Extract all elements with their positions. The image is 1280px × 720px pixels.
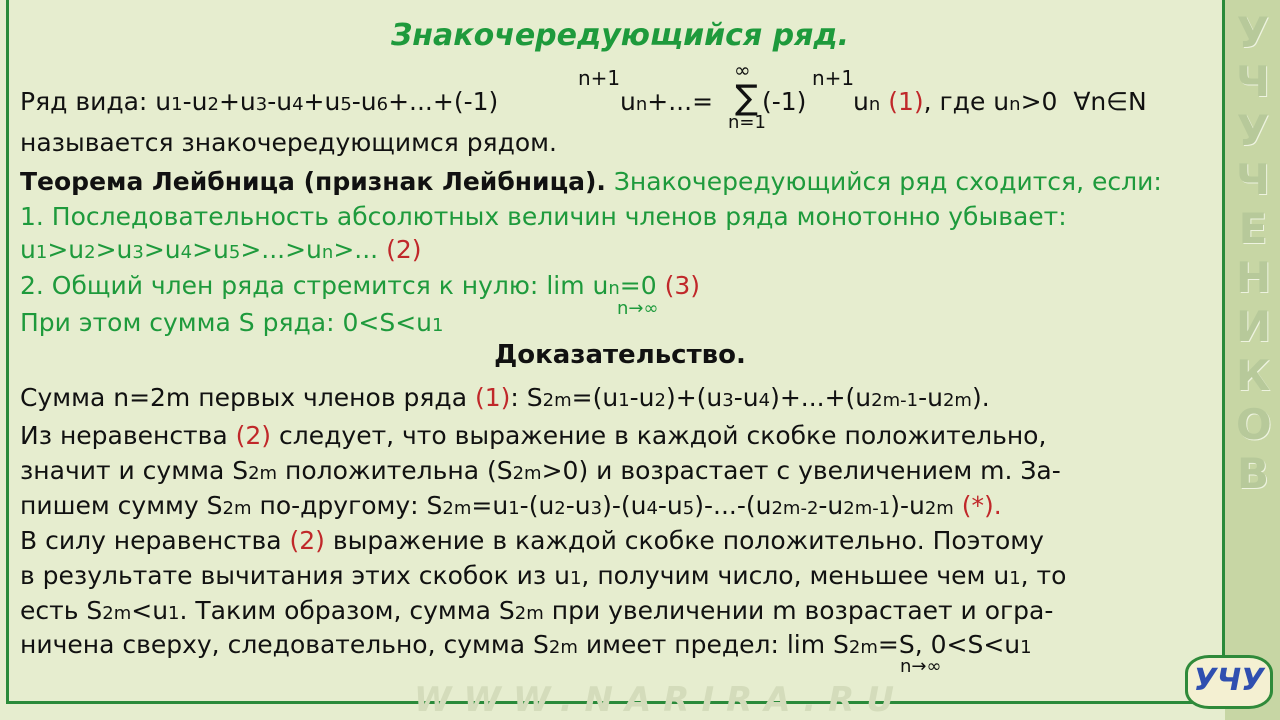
proof-line-5b: выражение в каждой скобке положительно. Поэтому: [332, 526, 1044, 555]
exponent-1: n+1: [578, 66, 621, 90]
vertical-brand-letter: У: [1236, 8, 1270, 57]
vertical-brand-letter: К: [1236, 351, 1271, 400]
theorem-intro: Знакочередующийся ряд сходится, если:: [613, 167, 1162, 196]
definition-line-2: называется знакочередующимся рядом.: [20, 128, 557, 157]
condition-1-inequality: u1>u2>u3>u4>u5>...>un>... (2): [20, 235, 422, 264]
vertical-brand-letter: Н: [1236, 253, 1272, 302]
proof-line-3: значит и сумма S2m положительна (S2m>0) и возрастает с увеличением m. За-: [20, 456, 1061, 485]
definition-tail: un+...=: [620, 87, 714, 116]
sigma-symbol: ∑: [735, 78, 758, 118]
lim-subscript-2: n→∞: [900, 656, 942, 677]
lim-subscript-1: n→∞: [617, 298, 659, 319]
proof-line-5a: В силу неравенства: [20, 526, 282, 555]
condition-2-text: 2. Общий член ряда стремится к нулю:: [20, 271, 539, 300]
sum-lower-limit: n=1: [728, 112, 766, 133]
vertical-brand-letter: Е: [1238, 204, 1268, 253]
condition-1: 1. Последовательность абсолютных величин членов ряда монотонно убывает:: [20, 202, 1067, 231]
vertical-brand-letter: Ч: [1236, 155, 1270, 204]
ref-2: (2): [386, 235, 422, 264]
proof-ref-3: (2): [289, 526, 325, 555]
lim-word-1: lim: [546, 271, 585, 300]
proof-line-2a: Из неравенства: [20, 421, 228, 450]
condition-3: При этом сумма S ряда: 0<S<u1: [20, 308, 444, 337]
site-watermark: WWW.NARIRA.RU: [414, 680, 906, 720]
theorem-line: [20, 167, 1162, 197]
theorem-name: Теорема Лейбница (признак Лейбница).: [20, 167, 606, 196]
proof-line-2: [20, 421, 1046, 451]
ref-1: (1): [888, 87, 924, 116]
proof-line-2b: следует, что выражение в каждой скобке положительно,: [279, 421, 1047, 450]
sum-upper-limit: ∞: [734, 58, 751, 82]
condition-2: 2. Общий член ряда стремится к нулю: lim un=0 (3): [20, 271, 701, 300]
vertical-brand-text: [1236, 8, 1270, 498]
proof-line-6: в результате вычитания этих скобок из u1, получим число, меньшее чем u1, то: [20, 561, 1067, 590]
proof-ref-2: (2): [235, 421, 272, 450]
definition-un: un (1), где un>0 ∀n∈N: [853, 87, 1147, 116]
logo: УЧУ: [1185, 655, 1273, 709]
exponent-2: n+1: [812, 66, 855, 90]
vertical-brand-letter: Ч: [1236, 57, 1270, 106]
proof-line-8: ничена сверху, следовательно, сумма S2m имеет предел: lim S2m=S, 0<S<u1: [20, 630, 1032, 659]
vertical-brand-letter: И: [1236, 302, 1272, 351]
proof-line-7: есть S2m<u1. Таким образом, сумма S2m при увеличении m возрастает и огра-: [20, 596, 1054, 625]
proof-heading: Доказательство.: [494, 340, 746, 370]
vertical-brand-letter: О: [1236, 400, 1272, 449]
proof-line-4: пишем сумму S2m по-другому: S2m=u1-(u2-u3)-(u4-u5)-...-(u2m-2-u2m-1)-u2m (*).: [20, 491, 1002, 520]
ref-3: (3): [664, 271, 701, 300]
proof-line-5: [20, 526, 1044, 556]
vertical-brand-letter: У: [1236, 106, 1270, 155]
proof-ref-1: (1): [474, 383, 511, 412]
proof-ref-star: (*).: [961, 491, 1002, 520]
lim-word-2: lim: [786, 630, 826, 659]
minus-one: (-1): [762, 87, 807, 116]
definition-text: Ряд вида: u1-u2+u3-u4+u5-u6+...+(-1): [20, 87, 499, 116]
definition-line-1: [20, 87, 498, 120]
proof-line-1: Сумма n=2m первых членов ряда (1): S2m=(u1-u2)+(u3-u4)+...+(u2m-1-u2m).: [20, 383, 990, 412]
vertical-brand-letter: В: [1236, 449, 1269, 498]
page-title: Знакочередующийся ряд.: [390, 18, 850, 53]
